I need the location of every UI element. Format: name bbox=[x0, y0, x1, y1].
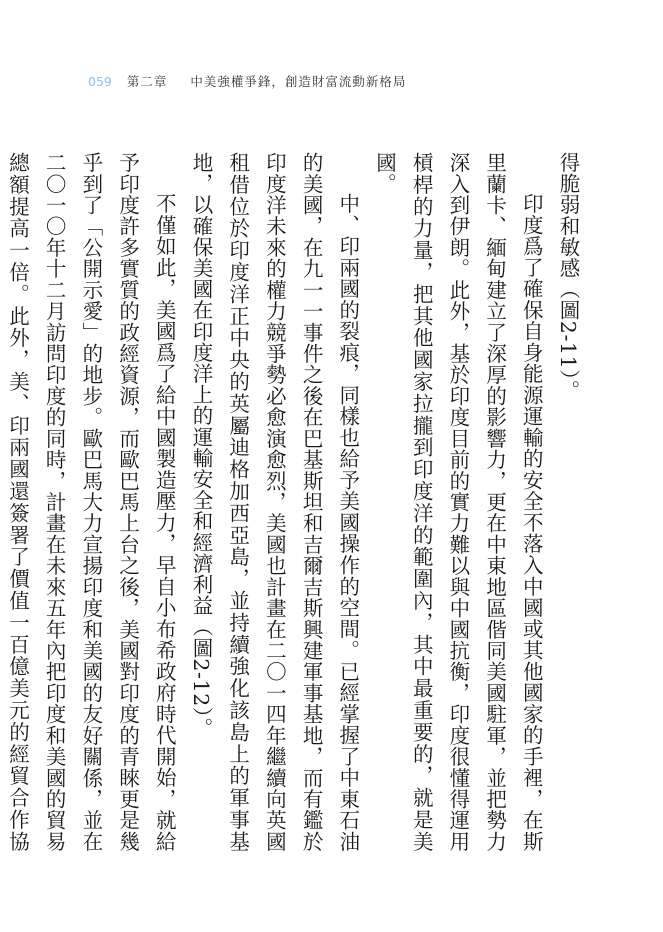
page-number: 059 bbox=[88, 74, 112, 89]
chapter-title: 中美強權爭鋒，創造財富流動新格局 bbox=[190, 74, 407, 89]
body-text bbox=[5, 152, 586, 852]
running-header bbox=[88, 72, 406, 90]
paragraph-4: 不僅如此，美國爲了給中國製造壓力，早自小布希政府時代開始，就給予印度許多實質的政經資源，而歐巴馬上台之後，美國對印度的青睞更是幾乎到了「公開示愛」的地步。歐巴馬大力宣揚印度和美國的友好關係，並在二〇一〇年十二月訪問印度的同時，計畫在未來五年內把印度和美國的貿易總額提高一倍。此外，美、印兩國還簽署了價值一百億美元的經貿合作協 bbox=[5, 152, 177, 852]
chapter-label: 第二章 bbox=[126, 74, 168, 89]
paragraph-1: 得脆弱和敏感（圖2-11）。 bbox=[556, 152, 580, 402]
paragraph-3: 中、印兩國的裂痕，同樣也給予美國操作的空間。已經掌握了中東石油的美國，在九一一事件之後在巴基斯坦和吉爾吉斯興建軍事基地，而有鑑於印度洋未來的權力競爭勢必愈演愈烈，美國也計畫在二〇一四年繼續向英國租借位於印度洋正中央的英屬迪格加西亞島，並持續強化該島上的軍事基地，以確保美國在印度洋上的運輸安全和經濟利益（圖2-12）。 bbox=[188, 152, 360, 852]
paragraph-2: 印度爲了確保自身能源運輸的安全不落入中國或其他國家的手裡，在斯里蘭卡、緬甸建立了深厚的影響力，更在中東地區偕同美國駐軍，並把勢力深入到伊朗。此外，基於印度目前的實力難以與中國抗衡，印度很懂得運用槓桿的力量，把其他國家拉攏到印度洋的範圍內，其中最重要的，就是美國。 bbox=[372, 152, 544, 852]
